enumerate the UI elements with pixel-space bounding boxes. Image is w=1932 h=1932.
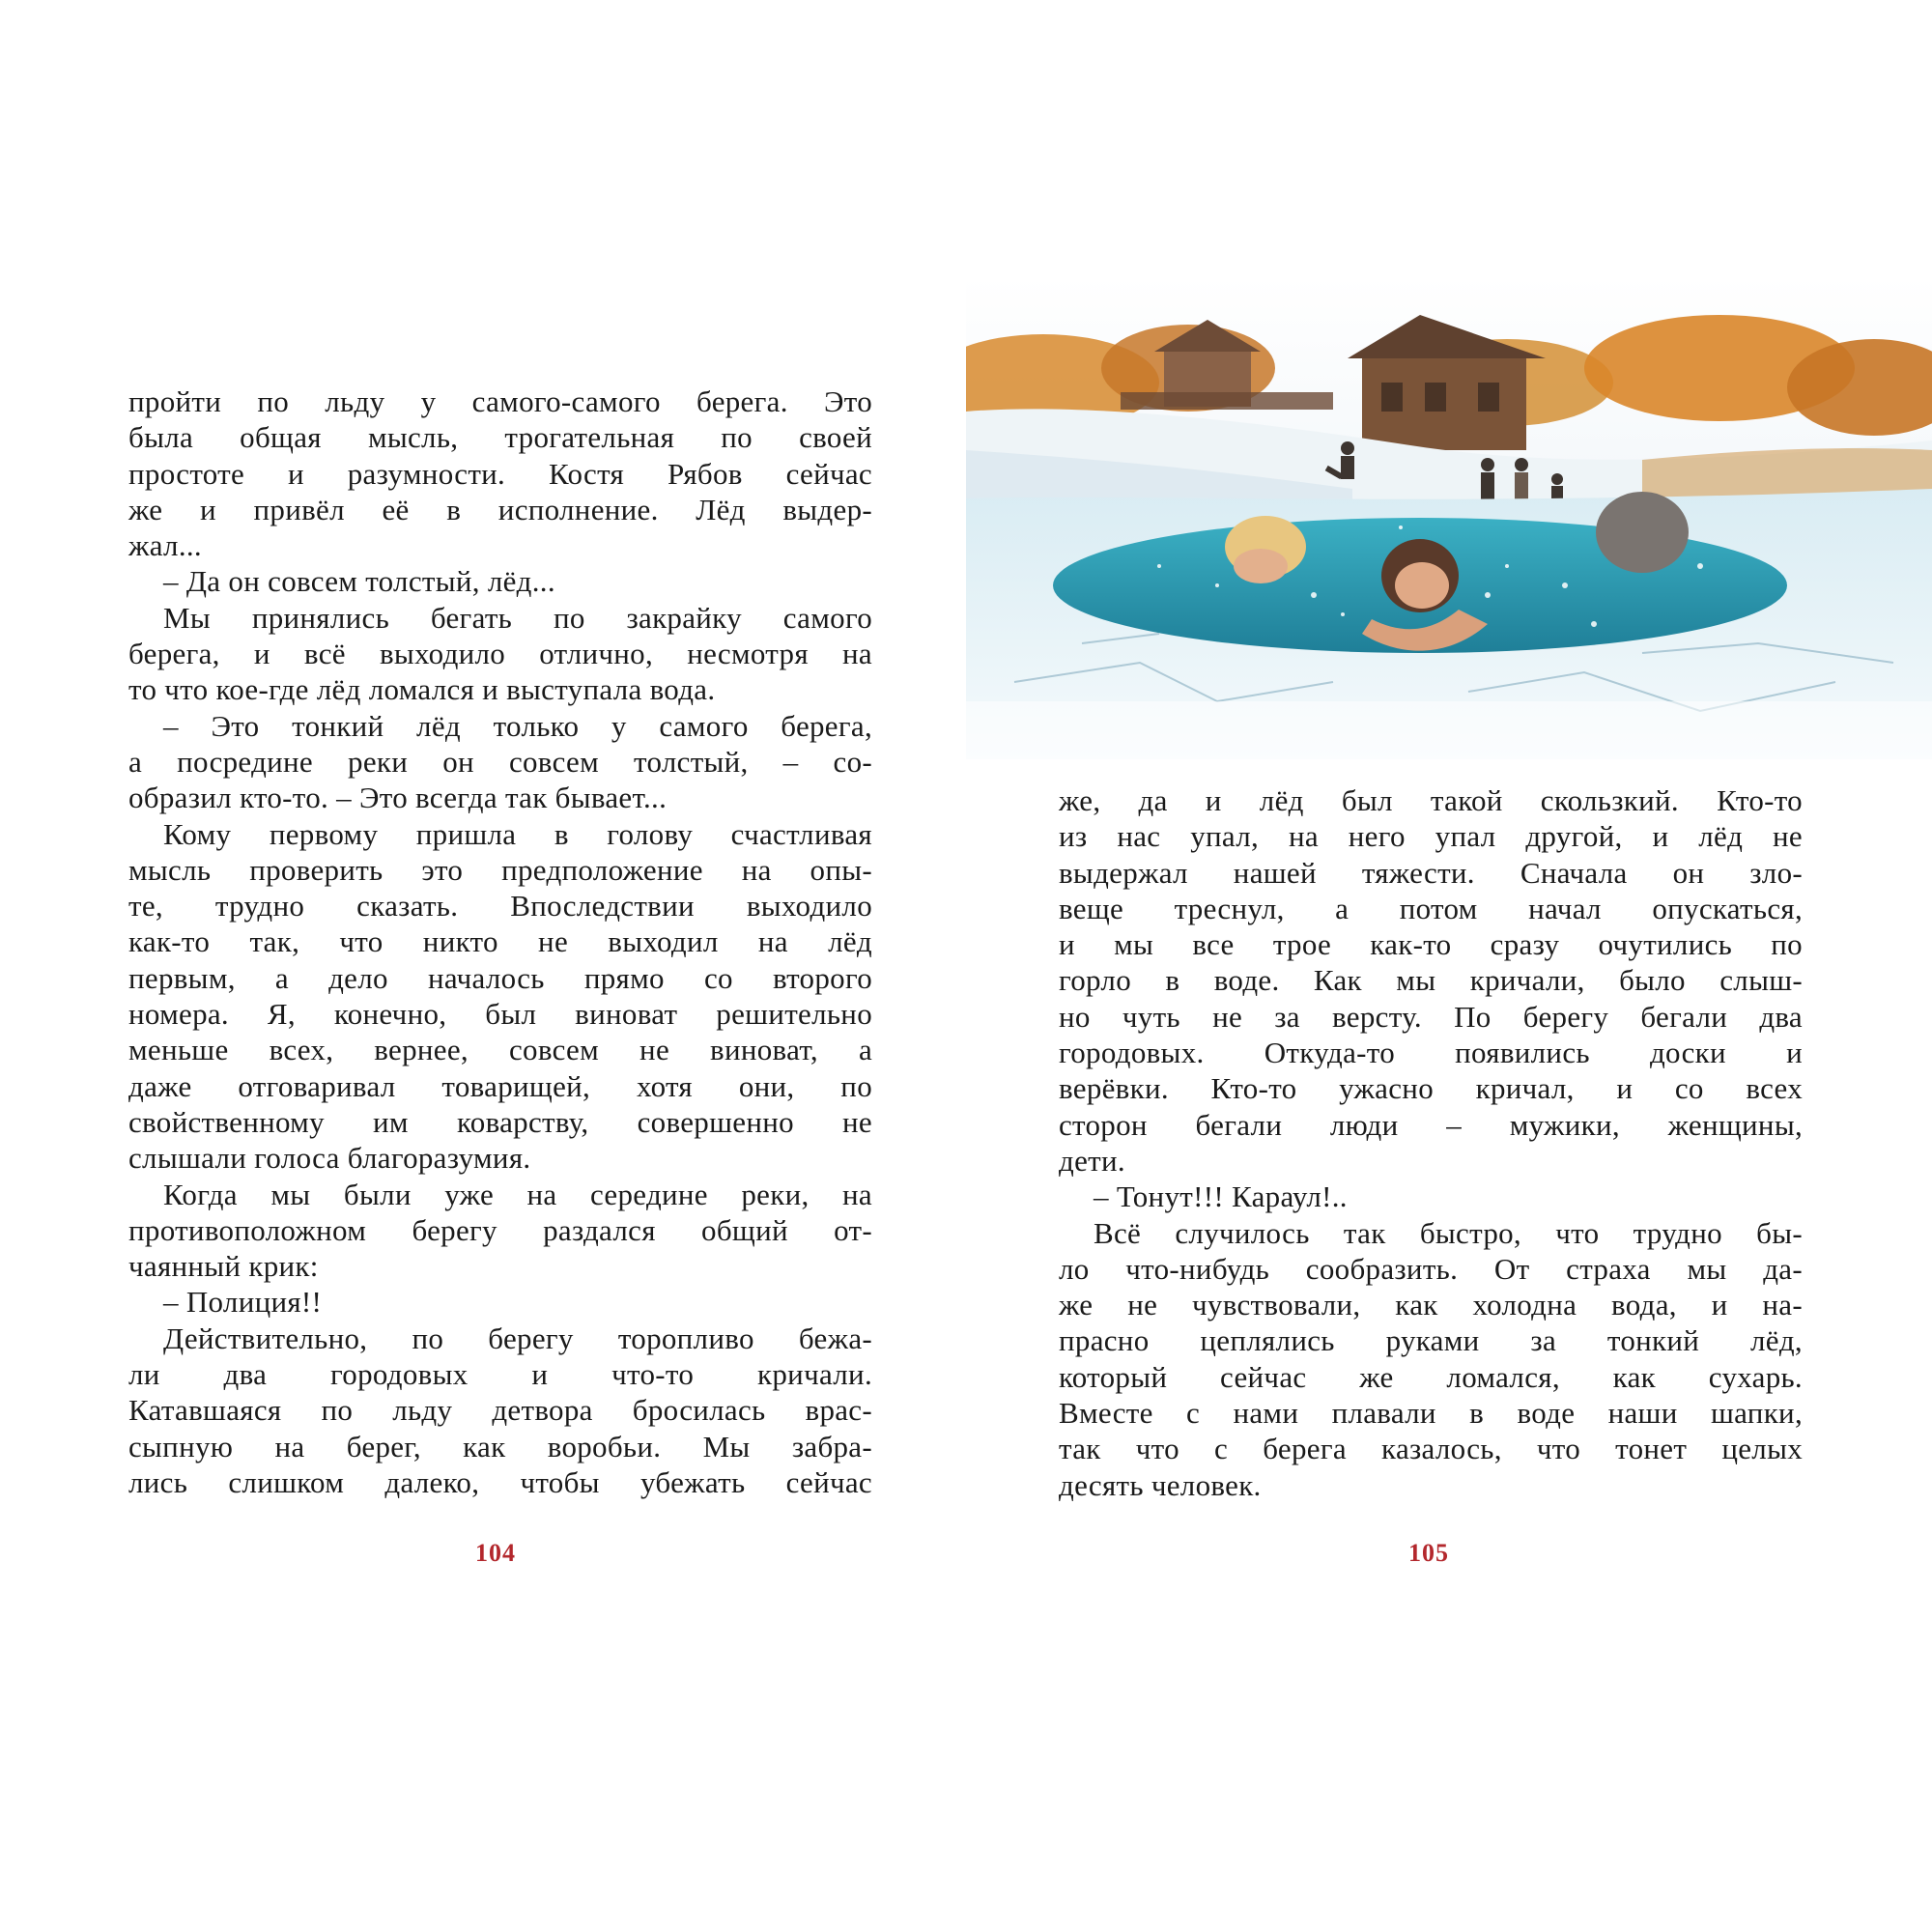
text-line: то что кое-где лёд ломался и выступала вода. xyxy=(128,672,716,707)
right-page-text xyxy=(1059,782,1803,1503)
page-number-right: 105 xyxy=(1408,1539,1449,1567)
text-line: но чуть не за версту. По берегу бегали два xyxy=(1059,999,1803,1034)
text-line: свойственному им коварству, совершенно не xyxy=(128,1104,872,1139)
text-line: – Да он совсем толстый, лёд... xyxy=(163,564,555,599)
text-line: прасно цеплялись руками за тонкий лёд, xyxy=(1059,1323,1803,1358)
text-line: слышали голоса благоразумия. xyxy=(128,1141,531,1176)
text-line: меньше всех, вернее, совсем не виноват, а xyxy=(128,1033,872,1067)
text-line: ли два городовых и что-то кричали. xyxy=(128,1357,872,1392)
text-line: Мы принялись бегать по закрайку самого xyxy=(163,600,872,635)
text-line: противоположном берегу раздался общий от- xyxy=(128,1212,872,1247)
text-line: пройти по льду у самого-самого берега. Это xyxy=(128,384,872,418)
text-line: же не чувствовали, как холодна вода, и на- xyxy=(1059,1288,1803,1322)
text-line: простоте и разумности. Костя Рябов сейчас xyxy=(128,456,872,491)
text-line: сыпную на берег, как воробьи. Мы забра- xyxy=(128,1429,872,1463)
text-line: городовых. Откуда-то появились доски и xyxy=(1059,1036,1803,1070)
text-line: десять человек. xyxy=(1059,1467,1262,1502)
text-line: который сейчас же ломался, как сухарь. xyxy=(1059,1359,1803,1394)
text-line: дети. xyxy=(1059,1143,1125,1178)
text-line: Катавшаяся по льду детвора бросилась врас- xyxy=(128,1393,872,1428)
text-line: ло что-нибудь сообразить. От страха мы да- xyxy=(1059,1251,1803,1286)
text-line: – Тонут!!! Караул!.. xyxy=(1094,1179,1348,1214)
text-line: горло в воде. Как мы кричали, было слыш- xyxy=(1059,963,1803,998)
text-line: мысль проверить это предположение на опы- xyxy=(128,852,872,887)
text-line: веще треснул, а потом начал опускаться, xyxy=(1059,891,1803,925)
text-line: Действительно, по берегу торопливо бежа- xyxy=(163,1321,872,1355)
left-page-text xyxy=(128,384,872,1500)
text-line: Всё случилось так быстро, что трудно бы- xyxy=(1094,1215,1803,1250)
text-line: – Это тонкий лёд только у самого берега, xyxy=(163,708,872,743)
text-line: из нас упал, на него упал другой, и лёд не xyxy=(1059,819,1803,854)
text-line: же и привёл её в исполнение. Лёд выдер- xyxy=(128,492,872,526)
text-line: первым, а дело началось прямо со второго xyxy=(128,960,872,995)
text-line: чаянный крик: xyxy=(128,1249,319,1284)
text-line: даже отговаривал товарищей, хотя они, по xyxy=(128,1068,872,1103)
text-line: номера. Я, конечно, был виноват решительно xyxy=(128,997,872,1032)
winter-river-illustration xyxy=(966,276,1932,759)
text-line: образил кто-то. – Это всегда так бывает... xyxy=(128,781,668,815)
text-line: жал... xyxy=(128,528,202,563)
text-line: – Полиция!! xyxy=(163,1285,323,1320)
text-line: так что с берега казалось, что тонет целых xyxy=(1059,1432,1803,1466)
text-line: берега, и всё выходило отлично, несмотря на xyxy=(128,637,872,671)
text-line: Вместе с нами плавали в воде наши шапки, xyxy=(1059,1396,1803,1431)
right-page xyxy=(966,0,1932,1932)
text-line: верёвки. Кто-то ужасно кричал, и со всех xyxy=(1059,1071,1803,1106)
text-line: была общая мысль, трогательная по своей xyxy=(128,420,872,455)
text-line: Кому первому пришла в голову счастливая xyxy=(163,816,872,851)
text-line: и мы все трое как-то сразу очутились по xyxy=(1059,927,1803,962)
text-line: сторон бегали люди – мужики, женщины, xyxy=(1059,1107,1803,1142)
text-line: как-то так, что никто не выходил на лёд xyxy=(128,924,872,959)
text-line: же, да и лёд был такой скользкий. Кто-то xyxy=(1059,783,1803,817)
text-line: Когда мы были уже на середине реки, на xyxy=(163,1177,872,1211)
text-line: лись слишком далеко, чтобы убежать сейчас xyxy=(128,1464,872,1499)
text-line: выдержал нашей тяжести. Сначала он зло- xyxy=(1059,855,1803,890)
page-number-left: 104 xyxy=(475,1539,516,1567)
text-line: те, трудно сказать. Впоследствии выходило xyxy=(128,889,872,923)
text-line: а посредине реки он совсем толстый, – со- xyxy=(128,744,872,779)
